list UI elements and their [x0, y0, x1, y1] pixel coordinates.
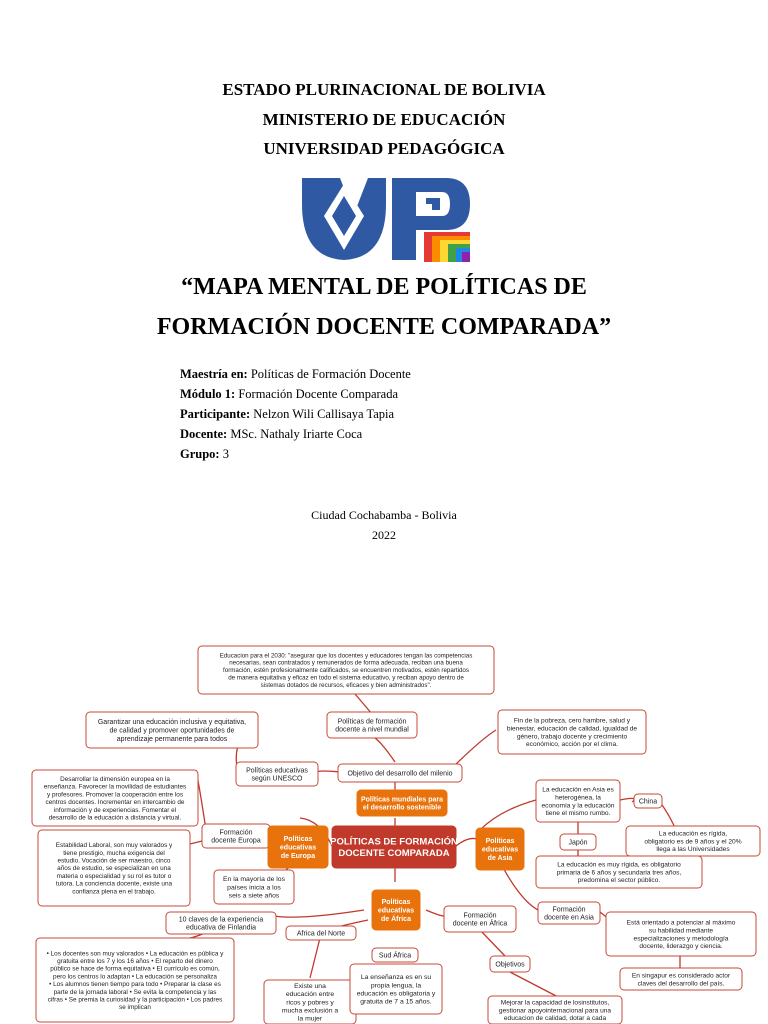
node-global-policies — [357, 790, 447, 816]
node-singapore-text: claves del desarrollo del país. — [637, 980, 725, 988]
node-improve-text: Mejorar la capacidad de losinstitutos, — [500, 999, 610, 1007]
link-objectives-improve — [510, 972, 560, 998]
node-unesco-text: según UNESCO — [251, 775, 303, 783]
info-row-group — [180, 447, 229, 462]
node-north-africa — [286, 926, 356, 940]
node-language-text: La enseñanza es en su — [360, 974, 432, 982]
node-stability-text: confianza plena en el trabajo. — [72, 888, 156, 896]
mind-map — [0, 630, 768, 1024]
node-asia-hetero — [536, 780, 620, 822]
node-center-text: POLÍTICAS DE FORMACIÓN — [330, 836, 458, 848]
node-singapore — [620, 968, 742, 990]
node-finland-list — [36, 938, 234, 1022]
node-europe-policies-text: educativas — [279, 844, 317, 852]
info-row-teacher — [180, 427, 362, 442]
node-africa-policies-text: educativas — [377, 907, 415, 915]
node-center-text: DOCENTE COMPARADA — [338, 848, 450, 860]
node-singapore-text: En singapur es considerado actor — [631, 972, 731, 980]
node-europe-start-text: países inicia a los — [227, 884, 281, 892]
node-finland-list-text: parte de la jornada laboral • Se evita la competencia y las — [53, 988, 217, 996]
node-africa-training — [444, 906, 516, 932]
node-unesco-goal-text: Garantizar una educación inclusiva y equitativa, — [97, 719, 247, 727]
node-south-africa — [372, 948, 418, 962]
node-europe-start — [214, 870, 294, 904]
document-title-line2: FORMACIÓN DOCENTE COMPARADA” — [156, 314, 612, 340]
node-poverty-text: económico, acción por el clima. — [526, 741, 618, 749]
node-finland-list-text: se implican — [119, 1004, 151, 1012]
node-exclusion-text: la mujer — [297, 1015, 323, 1023]
node-europe-dim-text: centros docentes. Incrementar en intercambio de — [45, 799, 185, 807]
node-stability-text: Estabilidad Laboral, son muy valorados y — [55, 842, 173, 850]
node-stability-text: tiene prestigio, mucha exigencia del — [63, 849, 165, 857]
node-europe-dim-text: desarrollo de la educación a distancia y virtual. — [48, 814, 182, 822]
node-finland-list-text: pero los centros lo adaptan • La educación se personaliza — [53, 973, 217, 981]
node-japan-note-text: La educación es muy rígida, es obligatorio — [557, 861, 681, 869]
node-africa-policies-text: de África — [381, 915, 411, 923]
node-unesco-goal-text: aprendizaje permanente para todos — [116, 735, 228, 743]
node-japan-note-text: predomina el sector público. — [577, 877, 661, 885]
node-language-text: propia lengua, la — [370, 982, 422, 990]
node-africa-training-text: docente en África — [452, 920, 508, 928]
place: Ciudad Cochabamba - Bolivia — [311, 508, 457, 522]
node-asia-hetero-text: La educación en Asia es — [542, 786, 614, 794]
node-stability-text: estudio. Vocación de ser maestro, cinco — [57, 857, 171, 865]
node-language-text: educación es obligatoria y — [356, 990, 436, 998]
node-objectives-text: Objetivos — [495, 961, 525, 969]
node-global-policies-text: el desarrollo sostenible — [362, 804, 442, 812]
node-exclusion-text: mucha exclusión a — [281, 1007, 339, 1015]
info-value: Nelzon Wili Callisaya Tapia — [253, 407, 395, 421]
node-millennium-text: Objetivo del desarrollo del milenio — [347, 770, 453, 778]
year: 2022 — [372, 528, 396, 542]
node-stability-text: tutora. La conciencia docente, existe una — [55, 880, 173, 888]
node-europe-training-text: docente Europa — [211, 837, 261, 845]
node-europe-dim-text: Desarrollar la dimensión europea en la — [60, 776, 170, 784]
node-unesco-text: Políticas educativas — [246, 767, 308, 775]
info-value: Formación Docente Comparada — [238, 387, 399, 401]
document-title-line1: “MAPA MENTAL DE POLÍTICAS DE — [181, 274, 587, 300]
node-improve — [488, 996, 622, 1024]
header-state: ESTADO PLURINACIONAL DE BOLIVIA — [222, 80, 546, 99]
info-value: Políticas de Formación Docente — [250, 367, 411, 381]
node-europe-policies-text: de Europa — [280, 852, 316, 860]
node-poverty-text: bienestar, educación de calidad, igualdad de — [506, 725, 638, 733]
node-south-africa-text: Sud África — [378, 952, 412, 960]
node-unesco — [236, 762, 318, 786]
node-poverty-text: género, trabajo docente y crecimiento — [516, 733, 628, 741]
node-asia-focus-text: su habilidad mediante — [648, 927, 714, 935]
node-asia-policies-text: Políticas — [485, 838, 515, 846]
node-asia-training-text: docente en Asia — [544, 914, 594, 922]
node-exclusion-text: educación entre — [285, 991, 335, 999]
node-exclusion — [264, 980, 356, 1024]
node-top-note-text: necesarias, sean contratados y remunerados de forma adecuada, reciban una buena — [229, 659, 463, 667]
node-improve-text: educacion de calidad, dotar a cada — [503, 1015, 607, 1023]
node-millennium — [338, 764, 462, 782]
node-top-note-text: de manera equitativa y eficaz en todo el sistema educativo, y reciban apoyo dentro de — [228, 674, 464, 682]
node-finland-keys-text: educativa de Finlandia — [185, 924, 257, 932]
node-europe-dim-text: información y de experiencias. Fomentar el — [53, 806, 177, 814]
info-label: Docente: — [180, 427, 228, 441]
node-asia-policies-text: de Asia — [487, 854, 513, 862]
link-north-exclusion — [310, 938, 320, 978]
node-africa-training-text: Formación — [463, 912, 497, 920]
node-africa-policies — [372, 890, 420, 930]
info-row-participant — [180, 407, 394, 422]
node-asia-hetero-text: heterogénea, la — [555, 794, 601, 802]
header-university: UNIVERSIDAD PEDAGÓGICA — [263, 139, 505, 158]
link-millennium-world — [372, 736, 395, 762]
info-value: 3 — [222, 447, 229, 461]
node-finland-list-text: público se hace de forma equitativa • El currículo es común, — [50, 965, 220, 973]
node-improve-text: gestionar apoyointernacional para una — [498, 1007, 612, 1015]
info-label: Participante: — [180, 407, 251, 421]
info-row-master — [180, 367, 411, 382]
node-world-policy-text: Políticas de formación — [337, 718, 407, 726]
node-europe-training — [202, 824, 270, 848]
node-finland-list-text: • Los docentes son muy valorados • La educación es pública y — [46, 950, 224, 958]
node-europe-start-text: En la mayoría de los — [223, 876, 285, 884]
node-europe-policies-text: Políticas — [283, 836, 313, 844]
node-china-note-text: obligatorio es de 9 años y el 20% — [644, 838, 742, 846]
node-europe-dim-text: enseñanza. Favorecer la movilidad de estudiantes — [43, 783, 187, 791]
node-asia-training — [538, 902, 600, 924]
link-asia-hetero — [480, 800, 536, 830]
node-top-note-text: Educacion para el 2030: "asegurar que los docentes y educadores tengan las competencias — [219, 652, 473, 660]
link-millennium-unesco — [316, 771, 340, 772]
node-finland-list-text: • Los alumnos tienen tiempo para todo • Preparar la clase es — [49, 981, 221, 989]
node-china-note-text: llega a las Universidades — [656, 846, 730, 854]
link-africa-training — [426, 910, 444, 916]
node-stability — [38, 830, 190, 906]
node-objectives — [490, 956, 530, 972]
node-top-note-text: sistemas dotados de recursos, eficaces y bien administrados". — [260, 682, 432, 690]
link-africa-finland — [274, 910, 364, 917]
node-stability-text: materia o especialidad y su rol es tutor o — [56, 872, 172, 880]
node-top-note-text: formación, estén profesionalmente calificados, se encuentren motivados, estén repartidos — [223, 667, 469, 675]
link-training-objectives — [480, 930, 505, 956]
info-label: Módulo 1: — [180, 387, 236, 401]
info-label: Maestría en: — [180, 367, 248, 381]
node-africa-policies-text: Políticas — [381, 899, 411, 907]
node-exclusion-text: ricos y pobres y — [286, 999, 334, 1007]
node-language-text: gratuita de 7 a 15 años. — [360, 998, 432, 1006]
node-stability-text: años de estudio, se especializan en una — [57, 865, 171, 873]
node-japan — [560, 834, 596, 850]
node-europe-policies — [268, 826, 328, 868]
node-asia-focus-text: Está orientado a potenciar al máximo — [626, 919, 736, 927]
node-world-policy-text: docente a nivel mundial — [335, 726, 409, 734]
node-asia-focus-text: docente, liderazgo y ciencia. — [639, 943, 723, 951]
node-japan-note-text: primaria de 6 años y secundaria tres años, — [556, 869, 682, 877]
node-unesco-goal-text: de calidad y promover oportunidades de — [109, 727, 235, 735]
node-finland-keys — [166, 912, 276, 934]
node-language — [350, 964, 442, 1014]
node-poverty-text: Fin de la pobreza, cero hambre, salud y — [513, 717, 631, 725]
node-finland-keys-text: 10 claves de la experiencia — [178, 916, 264, 924]
info-label: Grupo: — [180, 447, 220, 461]
node-unesco-goal — [86, 712, 258, 748]
header-ministry: MINISTERIO DE EDUCACIÓN — [262, 110, 506, 129]
node-japan-text: Japón — [568, 839, 588, 847]
node-europe-start-text: seis a siete años — [228, 892, 280, 900]
node-north-africa-text: Africa del Norte — [296, 930, 346, 938]
node-asia-hetero-text: tiene el mismo rumbo. — [545, 810, 611, 818]
node-europe-dim-text: y profesores. Promover la cooperación entre los — [46, 791, 184, 799]
node-top-note — [198, 646, 494, 694]
link-hetero-china — [620, 798, 634, 802]
up-logo — [300, 174, 472, 266]
node-china-text: China — [638, 798, 658, 806]
node-center — [330, 826, 458, 868]
node-exclusion-text: Existe una — [294, 983, 326, 991]
node-asia-policies — [476, 828, 524, 870]
node-europe-dim — [32, 770, 198, 826]
node-asia-policies-text: educativas — [481, 846, 519, 854]
node-finland-list-text: gratuita entre los 7 y los 16 años • El reparto del dinero — [57, 958, 213, 966]
info-row-module — [180, 387, 398, 402]
node-asia-training-text: Formación — [552, 906, 586, 914]
node-finland-list-text: cifras • Se premia la curiosidad y la participación • Los padres — [47, 996, 223, 1004]
node-poverty — [498, 710, 646, 754]
node-asia-focus — [606, 912, 756, 956]
node-china — [634, 794, 662, 808]
node-global-policies-text: Políticas mundiales para — [360, 796, 444, 804]
node-europe-training-text: Formación — [219, 829, 253, 837]
info-value: MSc. Nathaly Iriarte Coca — [230, 427, 363, 441]
node-asia-focus-text: especializaciones y metodología — [633, 935, 729, 943]
node-japan-note — [536, 856, 702, 888]
node-china-note — [626, 826, 760, 856]
node-world-policy — [327, 712, 417, 738]
node-asia-hetero-text: economía y la educación — [541, 802, 615, 810]
node-china-note-text: La educación es rígida, — [658, 830, 728, 838]
